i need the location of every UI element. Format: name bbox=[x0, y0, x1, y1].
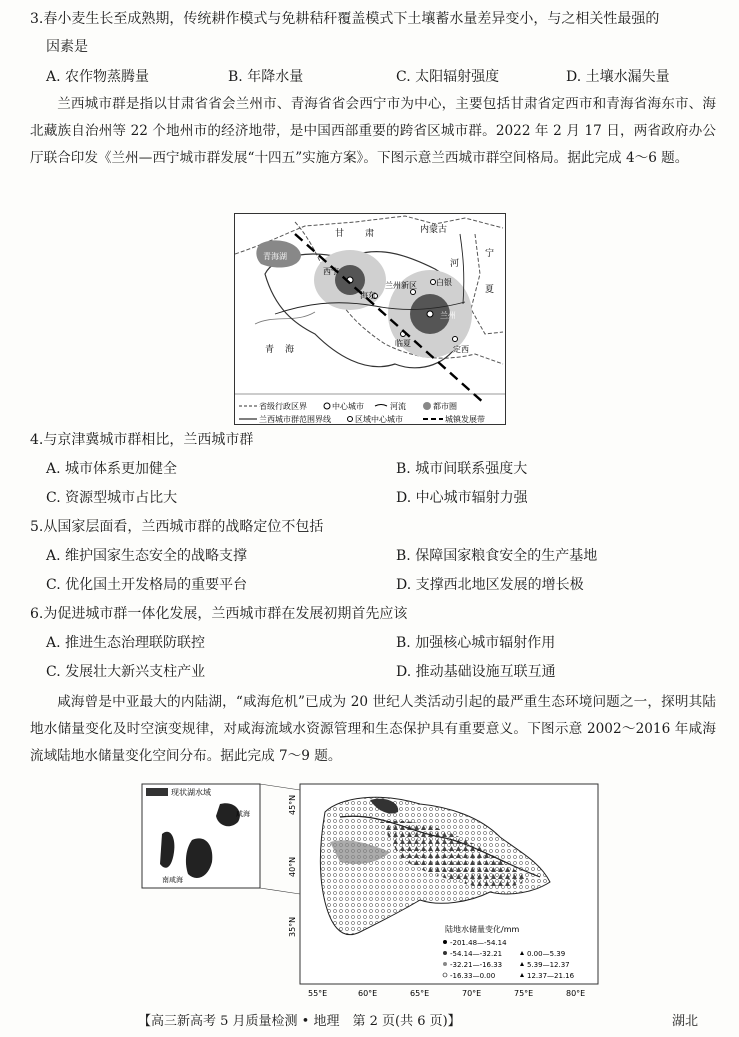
lon-70: 70°E bbox=[462, 989, 482, 998]
legend2-title: 陆地水储量变化/mm bbox=[445, 925, 520, 934]
lanxi-map-graphic bbox=[235, 214, 505, 424]
lanxi-urban-map bbox=[234, 213, 506, 425]
q6-option-a: A. 推进生态治理联防联控 bbox=[46, 635, 206, 651]
legend2-item-1: -201.48—-54.14 bbox=[450, 939, 507, 947]
label-lanzhou: 兰州 bbox=[440, 311, 456, 320]
q5-stem: 5.从国家层面看，兰西城市群的战略定位不包括 bbox=[30, 519, 324, 535]
legend-range: 兰西城市群范围界线 bbox=[259, 415, 331, 424]
legend-regional: 区域中心城市 bbox=[355, 415, 403, 424]
lat-35: 35°N bbox=[288, 916, 297, 937]
label-dingxi: 定西 bbox=[453, 345, 469, 354]
label-xia: 夏 bbox=[485, 285, 495, 295]
legend-metro: 都市圈 bbox=[433, 402, 457, 411]
label-he: 河 bbox=[450, 259, 460, 269]
aral-map-graphic bbox=[140, 782, 602, 1004]
q6-option-b: B. 加强核心城市辐射作用 bbox=[396, 635, 556, 651]
label-linxia: 临夏 bbox=[395, 339, 411, 348]
legend-center: 中心城市 bbox=[332, 402, 364, 411]
label-baiyin: 白银 bbox=[436, 278, 452, 287]
q6-stem: 6.为促进城市群一体化发展，兰西城市群在发展初期首先应该 bbox=[30, 606, 408, 622]
legend2-item-6: 5.39—12.37 bbox=[527, 961, 570, 969]
q3-option-d: D. 土壤水漏失量 bbox=[566, 69, 670, 85]
legend2-item-4: -16.33—0.00 bbox=[450, 972, 496, 980]
inset-lake-south: 南咸海 bbox=[162, 876, 183, 884]
footer-center: 【高三新高考 5 月质量检测 • 地理 第 2 页(共 6 页)】 bbox=[138, 1014, 461, 1029]
legend-boundary: 省级行政区界 bbox=[259, 402, 307, 411]
q3-option-c: C. 太阳辐射强度 bbox=[396, 69, 500, 85]
legend2-item-7: 12.37—21.16 bbox=[527, 972, 575, 980]
label-gan: 甘 bbox=[335, 229, 345, 239]
label-ning: 宁 bbox=[485, 249, 495, 259]
legend2-item-3: -32.21—-16.33 bbox=[450, 961, 503, 969]
q4-option-a: A. 城市体系更加健全 bbox=[46, 461, 178, 477]
q3-option-a: A. 农作物蒸腾量 bbox=[46, 69, 150, 85]
lon-65: 65°E bbox=[410, 989, 430, 998]
q3-option-b: B. 年降水量 bbox=[228, 69, 304, 85]
inset-legend: 现状湖水域 bbox=[171, 788, 211, 797]
aral-water-storage-map bbox=[140, 782, 602, 1004]
legend2-item-5: 0.00—5.39 bbox=[527, 950, 566, 958]
q4-option-c: C. 资源型城市占比大 bbox=[46, 490, 178, 506]
label-lanzhouxinqu: 兰州新区 bbox=[385, 281, 417, 290]
q3-stem-line1: 3.春小麦生长至成熟期，传统耕作模式与免耕秸秆覆盖模式下土壤蓄水量差异变小，与之相关性最强的 bbox=[30, 11, 660, 27]
q5-option-d: D. 支撑西北地区发展的增长极 bbox=[396, 577, 584, 593]
lon-80: 80°E bbox=[566, 989, 586, 998]
q6-option-d: D. 推动基础设施互联互通 bbox=[396, 664, 556, 680]
footer-region: 湖北 bbox=[672, 1014, 699, 1029]
q4-option-d: D. 中心城市辐射力强 bbox=[396, 490, 528, 506]
label-qinghaihu: 青海湖 bbox=[263, 252, 287, 261]
inset-lake-east: 咸海 bbox=[236, 810, 250, 818]
lon-55: 55°E bbox=[308, 989, 328, 998]
passage-lanxi: 兰西城市群是指以甘肃省省会兰州市、青海省省会西宁市为中心，主要包括甘肃省定西市和青海省海东市、海北藏族自治州等 22 个地州市的经济地带，是中国西部重要的跨省区城市群。2022 年 2 月 17 日，两省政府办公厅联合印发《兰州—西宁城市群发展“十四五”实施方案》。下图示意兰西城市群空间格局。据此完成 4～6 题。 bbox=[30, 96, 716, 166]
q3-stem-line2: 因素是 bbox=[46, 39, 88, 55]
q5-option-a: A. 维护国家生态安全的战略支撑 bbox=[46, 548, 248, 564]
label-neimenggu: 内蒙古 bbox=[420, 225, 448, 235]
q5-option-b: B. 保障国家粮食安全的生产基地 bbox=[396, 548, 598, 564]
label-su: 肃 bbox=[365, 229, 375, 239]
lat-45: 45°N bbox=[288, 794, 297, 815]
label-xining: 西宁 bbox=[323, 267, 339, 276]
q5-option-c: C. 优化国土开发格局的重要平台 bbox=[46, 577, 248, 593]
legend2-item-2: -54.14—-32.21 bbox=[450, 950, 503, 958]
q4-option-b: B. 城市间联系强度大 bbox=[396, 461, 528, 477]
q6-option-c: C. 发展壮大新兴支柱产业 bbox=[46, 664, 206, 680]
legend-axis: 城镇发展带 bbox=[445, 415, 485, 424]
q4-stem: 4.与京津冀城市群相比，兰西城市群 bbox=[30, 432, 254, 448]
lon-60: 60°E bbox=[358, 989, 378, 998]
label-hai: 海 bbox=[285, 345, 295, 355]
legend-river: 河流 bbox=[390, 402, 406, 411]
passage-aral: 咸海曾是中亚最大的内陆湖，“咸海危机”已成为 20 世纪人类活动引起的最严重生态环境问题之一，探明其陆地水储量变化及时空演变规律，对咸海流域水资源管理和生态保护具有重要意义。下图示意 2002～2016 年咸海流域陆地水储量变化空间分布。据此完成 7～9 题。 bbox=[30, 694, 716, 764]
lon-75: 75°E bbox=[514, 989, 534, 998]
lat-40: 40°N bbox=[288, 856, 297, 877]
label-haidong: 海东 bbox=[360, 291, 376, 300]
label-qing: 青 bbox=[265, 345, 275, 355]
